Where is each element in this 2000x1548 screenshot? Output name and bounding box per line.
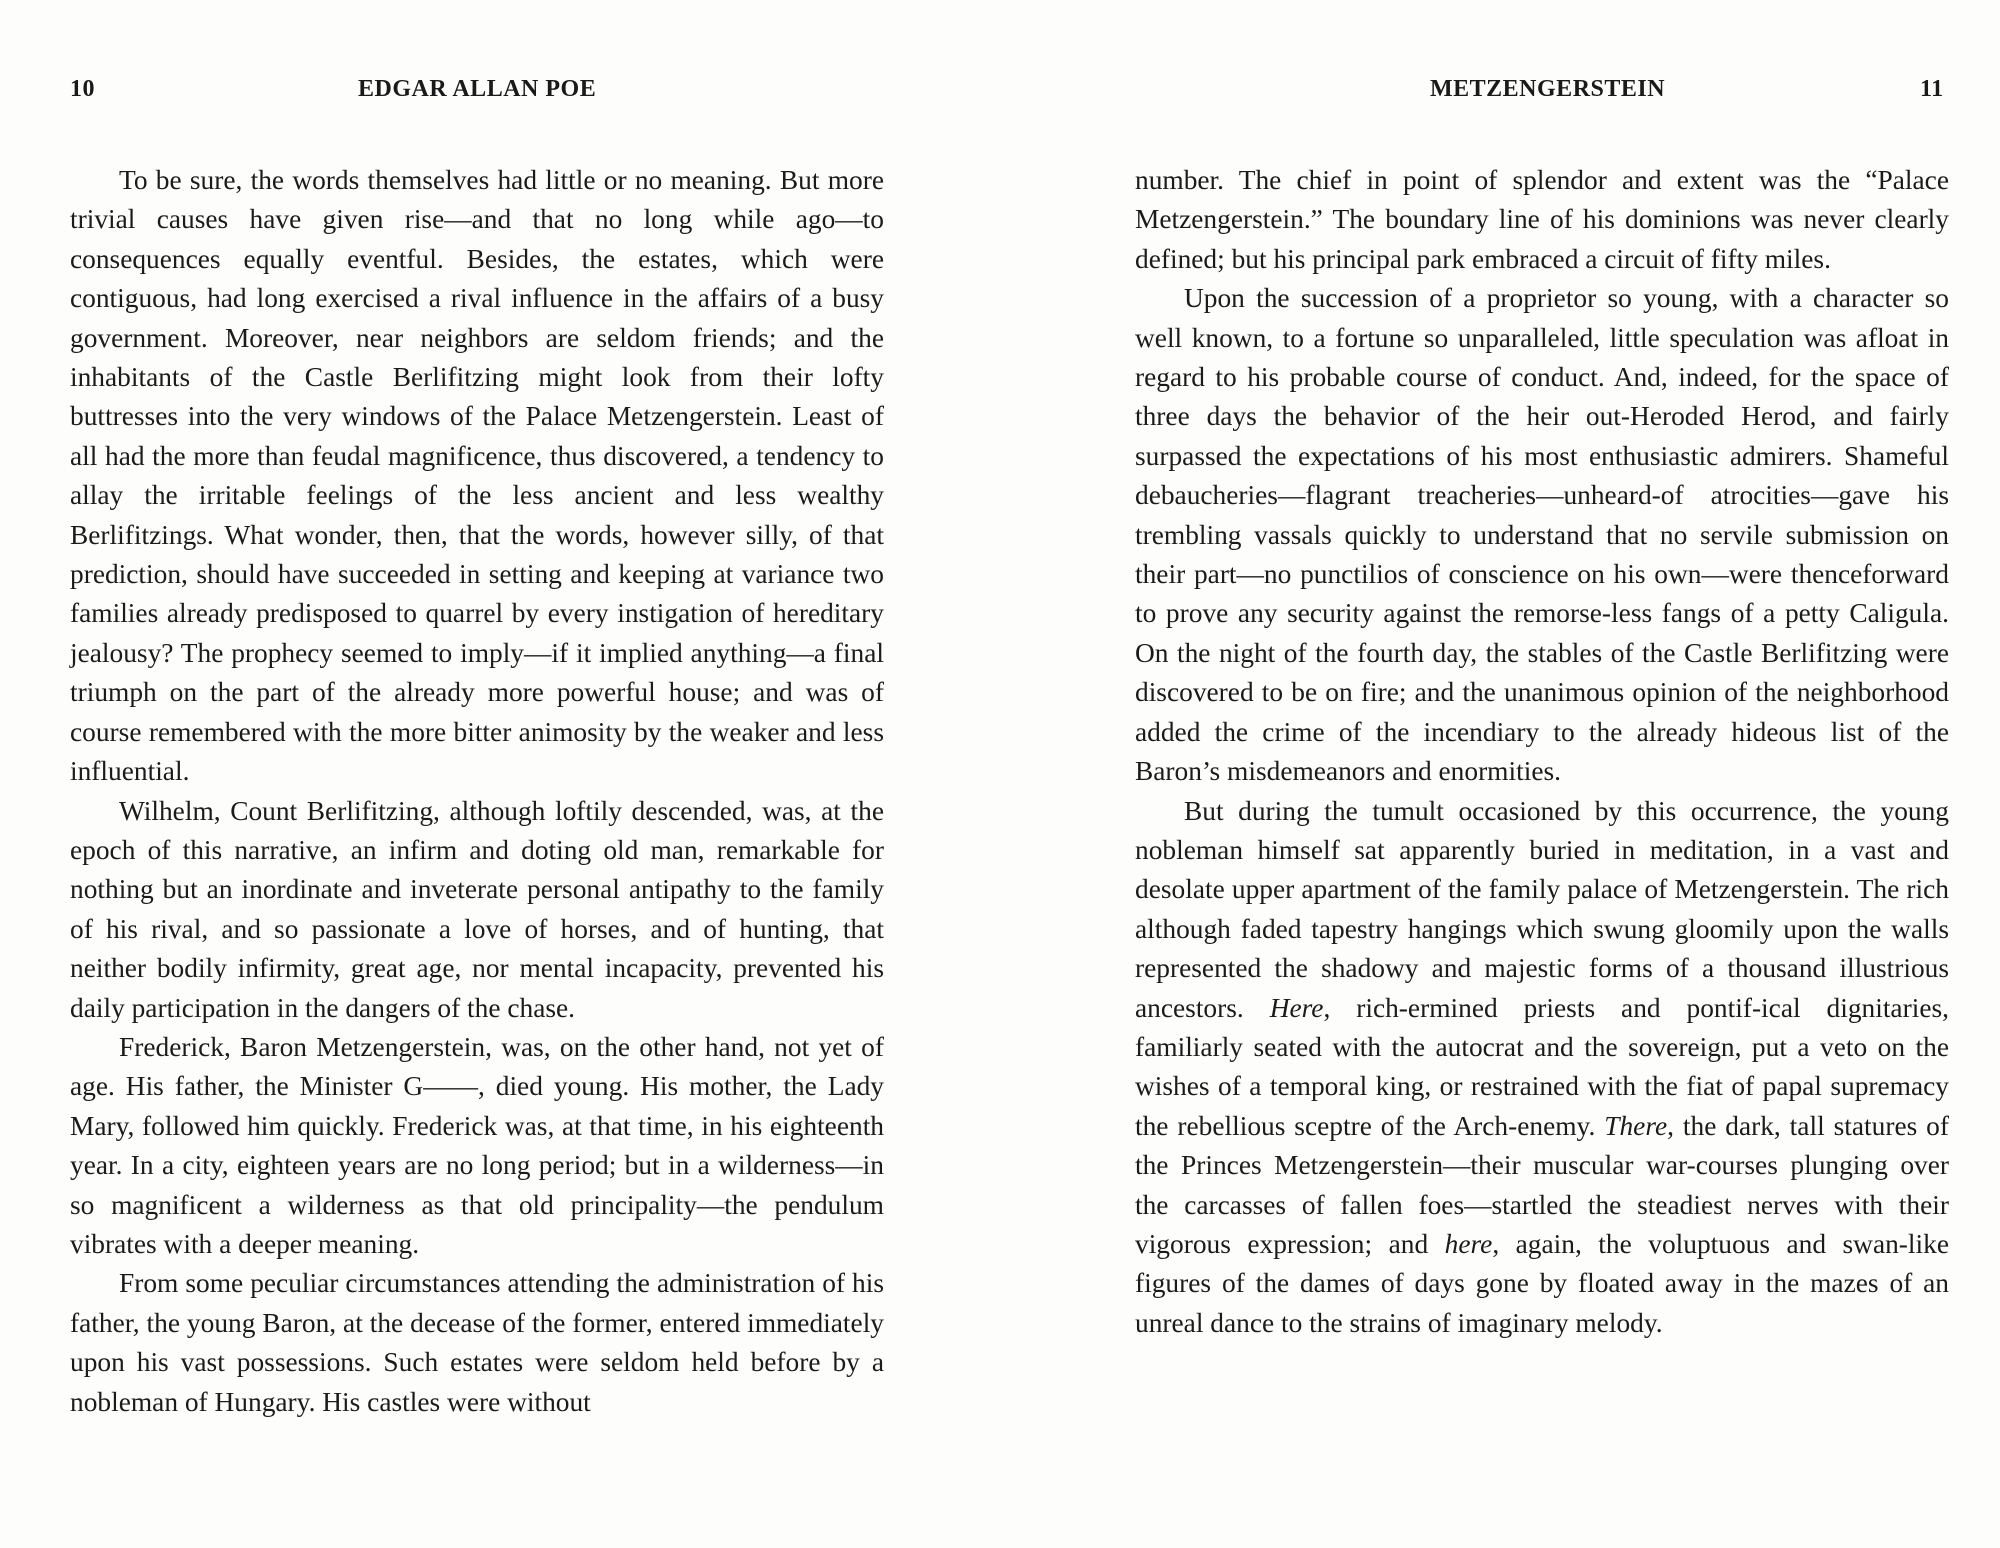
right-paragraph-continuation: number. The chief in point of splendor and extent was the “Palace Metzengerstein.” The boundary line of his dominions was never clearly defined; but his principal park embraced a circuit of fifty miles. <box>1135 165 1949 274</box>
left-page-number: 10 <box>70 76 95 102</box>
right-running-head: METZENGERSTEIN <box>1430 76 1666 102</box>
paragraph-3-text-1: But during the tumult occasioned by this occurrence, the young nobleman himself sat apparently buried in meditation, in a vast and desolate upper apartment of the family palace of Metzengerstein. The rich although faded tapestry hangings which swung gloomily upon the walls represented the shadowy and majestic forms of a thousand illustrious ancestors. <box>1135 795 1949 1023</box>
right-page-number: 11 <box>1920 76 1944 102</box>
left-running-head: EDGAR ALLAN POE <box>358 76 597 102</box>
paragraph-3-text-4: , again, the voluptuous and swan-like figures of the dames of days gone by floated away in the mazes of an unreal dance to the strains of imaginary melody. <box>1135 1228 1949 1338</box>
left-paragraph-3: Frederick, Baron Metzengerstein, was, on the other hand, not yet of age. His father, the Minister G——, died young. His mother, the Lady Mary, followed him quickly. Frederick was, at that time, in his eighteenth year. In a city, eighteen years are no long period; but in a wilderness—in so magnificent a wilderness as that old principality—the pendulum vibrates with a deeper meaning. <box>70 1031 884 1259</box>
italic-here: Here <box>1269 992 1324 1023</box>
right-paragraph-2: Upon the succession of a proprietor so young, with a character so well known, to a fortune so unparalleled, little speculation was afloat in regard to his probable course of conduct. And, indeed, for the space of three days the behavior of the heir out-Heroded Herod, and fairly surpassed the expectations of his most enthusiastic admirers. Shameful debaucheries—flagrant treacheries—unheard-of atrocities—gave his trembling vassals quickly to understand that no servile submission on their part—no punctilios of conscience on his own—were thenceforward to prove any security against the remorse-less fangs of a petty Caligula. On the night of the fourth day, the stables of the Castle Berlifitzing were discovered to be on fire; and the unanimous opinion of the neighborhood added the crime of the incendiary to the already hideous list of the Baron’s misdemeanors and enormities. <box>1135 283 1949 787</box>
italic-there: There <box>1604 1110 1668 1141</box>
right-body-text <box>1135 161 1949 1343</box>
paragraph-3-text-3: , the dark, tall statures of the Princes Metzengerstein—their muscular war-courses plunging over the carcasses of fallen foes—startled the steadiest nerves with their vigorous expression; and <box>1135 1110 1949 1259</box>
left-paragraph-2: Wilhelm, Count Berlifitzing, although loftily descended, was, at the epoch of this narrative, an infirm and doting old man, remarkable for nothing but an inordinate and inveterate personal antipathy to the family of his rival, and so passionate a love of horses, and of hunting, that neither bodily infirmity, great age, nor mental incapacity, prevented his daily participation in the dangers of the chase. <box>70 795 884 1023</box>
italic-here-lower: here <box>1444 1228 1493 1259</box>
left-paragraph-1: To be sure, the words themselves had little or no meaning. But more trivial causes have given rise—and that no long while ago—to consequences equally eventful. Besides, the estates, which were contiguous, had long exercised a rival influence in the affairs of a busy government. Moreover, near neighbors are seldom friends; and the inhabitants of the Castle Berlifitzing might look from their lofty buttresses into the very windows of the Palace Metzengerstein. Least of all had the more than feudal magnificence, thus discovered, a tendency to allay the irritable feelings of the less ancient and less wealthy Berlifitzings. What wonder, then, that the words, however silly, of that prediction, should have succeeded in setting and keeping at variance two families already predisposed to quarrel by every instigation of hereditary jealousy? The prophecy seemed to imply—if it implied anything—a final triumph on the part of the already more powerful house; and was of course remembered with the more bitter animosity by the weaker and less influential. <box>70 165 884 787</box>
right-paragraph-3 <box>1135 792 1949 1344</box>
left-body-text <box>70 161 884 1422</box>
left-paragraph-4: From some peculiar circumstances attending the administration of his father, the young Baron, at the decease of the former, entered immediately upon his vast possessions. Such estates were seldom held before by a nobleman of Hungary. His castles were without <box>70 1268 884 1417</box>
paragraph-3-text-2: , rich-ermined priests and pontif-ical dignitaries, familiarly seated with the autocrat and the sovereign, put a veto on the wishes of a temporal king, or restrained with the fiat of papal supremacy the rebellious sceptre of the Arch-enemy. <box>1135 992 1949 1141</box>
right-page <box>1000 0 2000 1548</box>
